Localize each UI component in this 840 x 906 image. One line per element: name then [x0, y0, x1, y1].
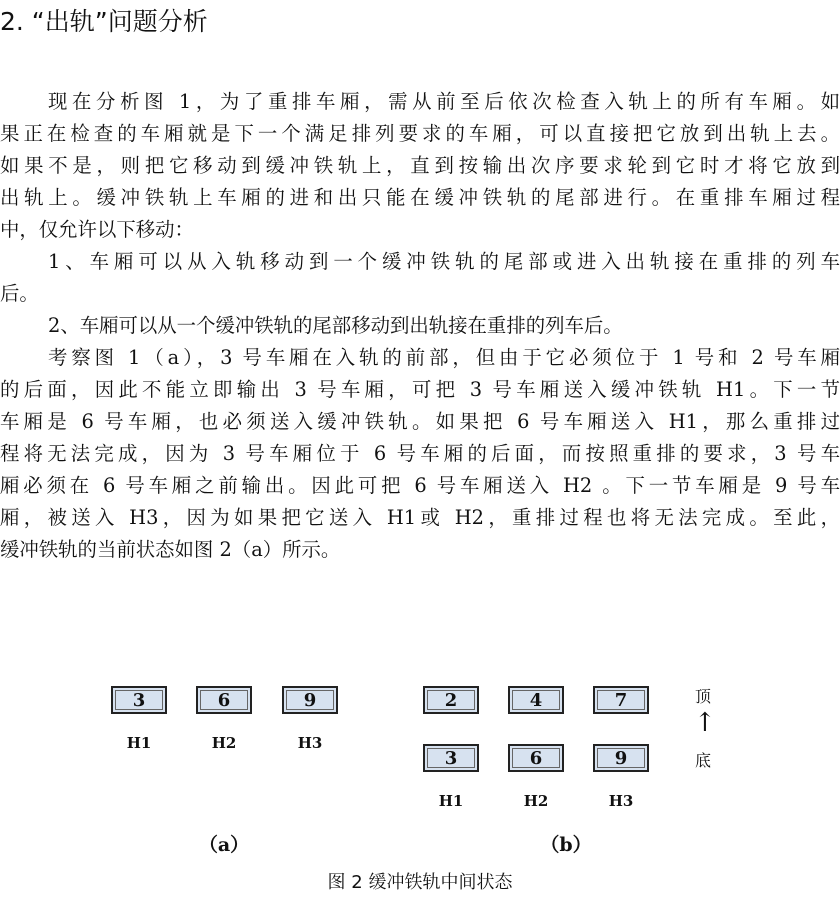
text-line: 的后面，因此不能立即输出 3 号车厢，可把 3 号车厢送入缓冲铁轨 H1。下一节 — [0, 378, 840, 401]
text-line: 程将无法完成，因为 3 号车厢位于 6 号车厢的后面，而按照重排的要求，3 号车 — [0, 442, 840, 465]
track-label: H1 — [126, 734, 152, 752]
text-line: 果正在检查的车厢就是下一个满足排列要求的车厢，可以直接把它放到出轨上去。 — [0, 122, 840, 145]
text-line: 出轨上。缓冲铁轨上车厢的进和出只能在缓冲铁轨的尾部进行。在重排车厢过程 — [0, 186, 840, 209]
track-label: H3 — [608, 792, 634, 810]
top-label: 顶 — [695, 687, 712, 706]
text-line: 车厢是 6 号车厢，也必须送入缓冲铁轨。如果把 6 号车厢送入 H1，那么重排过 — [0, 410, 840, 433]
track-label: H3 — [297, 734, 323, 752]
section-heading: 2. “出轨”问题分析 — [0, 7, 208, 36]
car-box: 3 — [423, 744, 479, 772]
car-box: 9 — [593, 744, 649, 772]
panel-b-label: （b） — [540, 834, 592, 856]
bottom-label: 底 — [695, 751, 712, 770]
text-line: 后。 — [0, 282, 39, 305]
track-label: H2 — [211, 734, 237, 752]
figure-caption: 图 2 缓冲铁轨中间状态 — [327, 872, 513, 893]
up-arrow-icon: ↑ — [694, 708, 716, 738]
buffer-track-figure — [0, 682, 840, 906]
text-line: 2、车厢可以从一个缓冲铁轨的尾部移动到出轨接在重排的列车后。 — [48, 314, 623, 337]
text-line: 1、车厢可以从入轨移动到一个缓冲铁轨的尾部或进入出轨接在重排的列车 — [48, 250, 840, 273]
car-box: 4 — [508, 686, 564, 714]
car-box: 3 — [111, 686, 167, 714]
text-line: 现在分析图 1，为了重排车厢，需从前至后依次检查入轨上的所有车厢。如 — [48, 90, 840, 113]
text-line: 厢，被送入 H3，因为如果把它送入 H1或 H2，重排过程也将无法完成。至此， — [0, 506, 840, 529]
car-box: 6 — [508, 744, 564, 772]
car-box: 9 — [282, 686, 338, 714]
text-line: 中，仅允许以下移动： — [0, 218, 194, 241]
text-line: 缓冲铁轨的当前状态如图 2（a）所示。 — [0, 538, 341, 561]
text-line: 如果不是，则把它移动到缓冲铁轨上，直到按输出次序要求轮到它时才将它放到 — [0, 154, 840, 177]
car-box: 7 — [593, 686, 649, 714]
track-label: H2 — [523, 792, 549, 810]
track-label: H1 — [438, 792, 464, 810]
body-paragraph — [0, 86, 840, 566]
car-box: 6 — [196, 686, 252, 714]
text-line: 考察图 1（a），3 号车厢在入轨的前部，但由于它必须位于 1 号和 2 号车厢 — [48, 346, 840, 369]
text-line: 厢必须在 6 号车厢之前输出。因此可把 6 号车厢送入 H2 。下一节车厢是 9 号车 — [0, 474, 840, 497]
panel-a-label: （a） — [198, 834, 250, 856]
car-box: 2 — [423, 686, 479, 714]
